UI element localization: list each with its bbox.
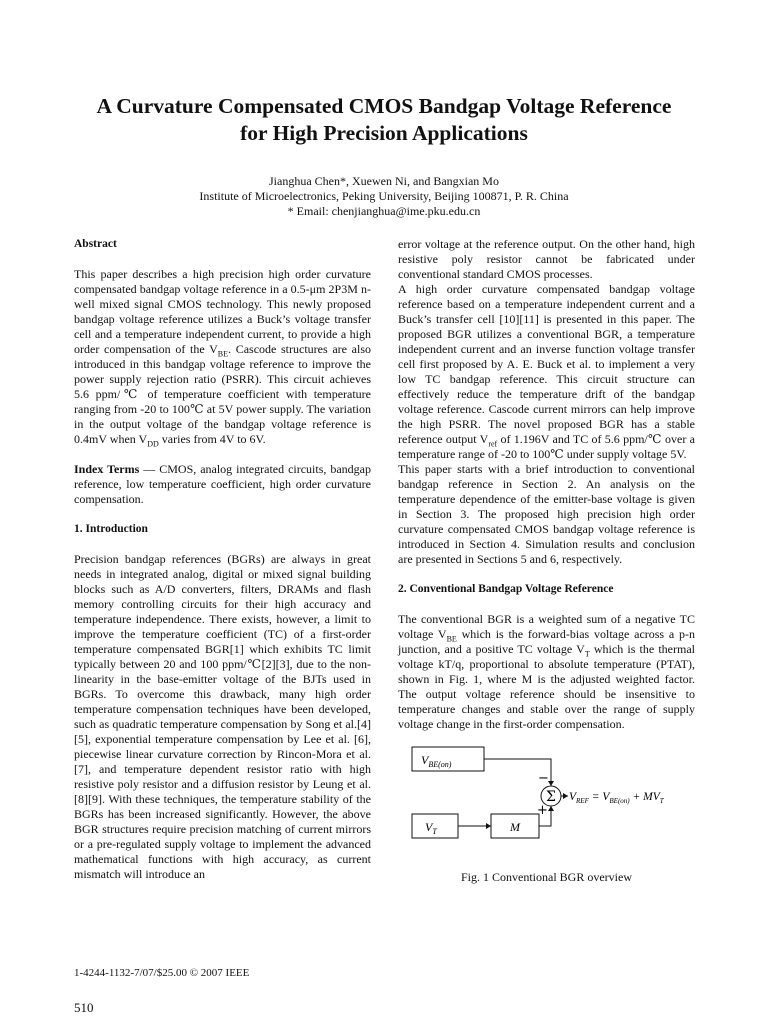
introduction-heading: 1. Introduction	[74, 523, 148, 535]
right-paragraph-3: This paper starts with a brief introduction to conventional bandgap reference in Section 2. An analysis on the temperature dependence of the emitter-base voltage is given in Section 3. The proposed high precision high order curvature compensated CMOS bandgap voltage reference is introduced in Section 4. Simulation results and conclusion are presented in Sections 5 and 6, respectively.	[398, 462, 695, 566]
right-column	[398, 237, 695, 885]
section-2-heading: 2. Conventional Bandgap Voltage Reference	[398, 583, 614, 595]
affiliation: Institute of Microelectronics, Peking University, Beijing 100871, P. R. China	[199, 189, 569, 203]
section-2-text: The conventional BGR is a weighted sum of a negative TC voltage $V_{BE}$ which is the forward-bias voltage across a p-n junction, and a positive TC voltage $V_T$ which is the thermal voltage kT/q, proportional to absolute temperature (PTAT), shown in Fig. 1, where M is the adjusted weighted factor. The output voltage reference should be insensitive to temperature changes and stable over the range of supply voltage change in the first-order compensation.	[398, 612, 695, 731]
abstract-heading: Abstract	[74, 238, 117, 250]
page-number: 510	[74, 1000, 94, 1015]
figure-1-caption: Fig. 1 Conventional BGR overview	[461, 870, 632, 884]
email: * Email: chenjianghua@ime.pku.edu.cn	[287, 204, 481, 218]
author-block	[40, 174, 728, 219]
index-terms-label: Index Terms	[74, 462, 140, 476]
index-terms: Index Terms — CMOS, analog integrated circuits, bandgap reference, low temperature coefficient, high order curvature compensation.	[74, 462, 371, 506]
title-line-1: A Curvature Compensated CMOS Bandgap Voltage Reference	[96, 94, 672, 118]
abstract-text: This paper describes a high precision high order curvature compensated bandgap voltage reference in a 0.5-μm 2P3M n-well mixed signal CMOS technology. This newly proposed bandgap voltage reference utilizes a Buck’s voltage transfer cell and a temperature independent current, to provide a high order compensation of the $V_{BE}$. Cascode structures are also introduced in this bandgap voltage reference to improve the power supply rejection ratio (PSRR). This circuit achieves 5.6 ppm/℃ of temperature coefficient with temperature ranging from -20 to 100℃ at 5V power supply. The variation in the output voltage of the bandgap voltage reference is 0.4mV when $V_{DD}$ varies from 4V to 6V.	[74, 267, 371, 449]
arrow-sum-output	[563, 793, 568, 799]
bgr-block-diagram	[398, 738, 695, 862]
copyright-footer: 1-4244-1132-7/07/$25.00 © 2007 IEEE	[74, 967, 250, 979]
author-names: Jianghua Chen*, Xuewen Ni, and Bangxian Mo	[269, 174, 499, 188]
right-paragraph-2: A high order curvature compensated bandgap voltage reference based on a temperature independent current and a Buck’s transfer cell [10][11] is presented in this paper. The proposed BGR utilizes a conventional BGR, a temperature independent current and an inverse function voltage transfer cell first proposed by A. E. Buck et al. to implement a very low TC bandgap reference. This circuit structure can effectively reduce the temperature drift of the bandgap voltage reference. Cascode current mirrors can help improve the high PSRR. The novel proposed BGR has a stable reference output $V_{ref}$ of 1.196V and TC of 5.6 ppm/℃ over a temperature range of -20 to 100℃ under supply voltage 5V.	[398, 282, 695, 461]
introduction-text: Precision bandgap references (BGRs) are always in great needs in integrated analog, digital or mixed signal building blocks such as A/D converters, filters, DRAMs and flash memory controlling circuits for their high accuracy and temperature independence. There exists, however, a limit to improve the temperature coefficient (TC) of a first-order temperature compensated BGR[1] which exhibits TC limit typically between 20 and 100 ppm/℃[2][3], due to the non-linearity in the base-emitter voltage of the BJTs used in BGRs. To overcome this drawback, many high order temperature compensation techniques have been developed, such as quadratic temperature compensation by Song et al.[4][5], exponential temperature compensation by Lee et al. [6], piecewise linear curvature correction by Rincon-Mora et al.[7], and temperature dependent resistor ratio with high resistive poly resistor and a diffusion resistor by Leung et al.[8][9]. With these techniques, the temperature stability of the BGRs has been increased significantly. However, the above BGR structures require precision matching of current mirrors or a pre-regulated supply voltage to implement the advanced mathematical functions with high accuracy, as current mismatch will introduce an	[74, 552, 371, 881]
vt-label: $V_T$	[425, 820, 437, 836]
left-column	[74, 237, 371, 882]
paper-title	[40, 93, 728, 147]
plus-sign: +	[537, 803, 548, 818]
arrow-vt-into-m	[486, 823, 491, 829]
sum-symbol: Σ	[546, 789, 556, 805]
arrow-m-into-sum	[548, 806, 554, 811]
output-equation: $V_{REF} = V_{BE(on)} + MV_T$	[569, 791, 664, 805]
right-paragraph-1: error voltage at the reference output. On the other hand, high resistive poly resistor cannot be fabricated under conventional standard CMOS processes.	[398, 237, 695, 281]
title-line-2: for High Precision Applications	[240, 121, 528, 145]
m-label: M	[510, 820, 520, 834]
figure-1	[398, 738, 695, 862]
vbe-label: $V_{BE(on)}$	[421, 753, 452, 769]
minus-sign: −	[538, 771, 549, 786]
